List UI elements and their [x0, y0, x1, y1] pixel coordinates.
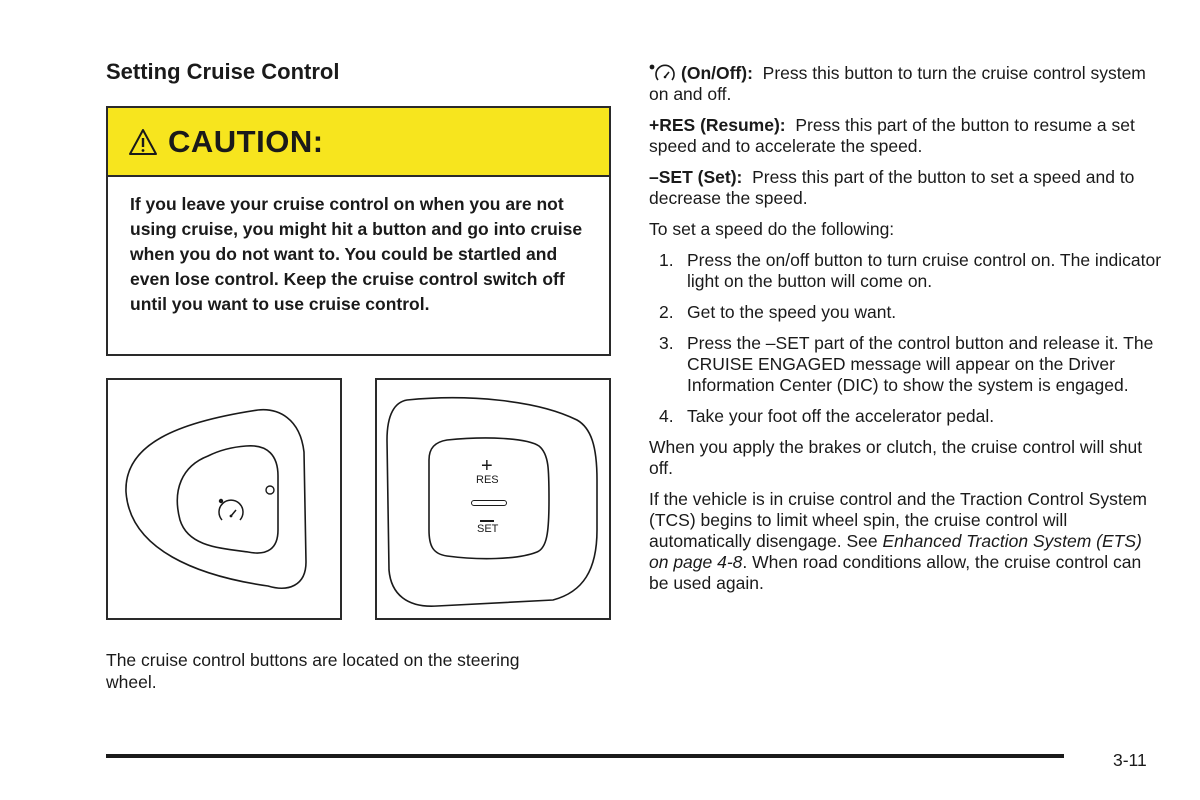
warning-triangle-icon: [128, 127, 158, 157]
set-para-label: –SET (Set):: [649, 167, 743, 187]
button-divider: [471, 500, 507, 506]
res-para-text: Press this part of the button to resume a set speed and to accelerate the speed.: [649, 115, 1135, 156]
cruise-speedometer-icon: [219, 499, 243, 520]
steps-intro: To set a speed do the following:: [649, 219, 895, 239]
res-label: RES: [476, 474, 499, 486]
set-minus-sign: [480, 520, 494, 522]
figure-caption: The cruise control buttons are located on the steering wheel.: [106, 650, 520, 692]
caution-title: CAUTION:: [168, 123, 324, 159]
list-item: 3. Press the –SET part of the control button and release it. The CRUISE ENGAGED message will appear on the Driver Information Center (DIC) to show the system is engaged.: [659, 333, 1154, 395]
list-item: 1. Press the on/off button to turn cruise control on. The indicator light on the button will come on.: [659, 250, 1162, 291]
list-item: 4. Take your foot off the accelerator pedal.: [659, 406, 995, 426]
caution-body: If you leave your cruise control on when you are not using cruise, you might hit a button and go into cruise when you do not want to. You could be startled and even lose control. Keep the cruise control switch off until you want to use cruise control.: [130, 194, 583, 314]
left-column: [106, 58, 611, 692]
brakes-paragraph: When you apply the brakes or clutch, the cruise control will shut off.: [649, 437, 1143, 478]
right-column: [649, 63, 1164, 604]
on-off-text: Press this button to turn the cruise control system on and off.: [649, 63, 1146, 104]
figure-on-off-button: [106, 378, 342, 620]
on-off-paragraph: [649, 63, 1164, 105]
set-label: SET: [477, 523, 499, 535]
caution-box: [106, 106, 611, 356]
res-paragraph: [649, 115, 1164, 157]
set-paragraph: [649, 167, 1164, 209]
res-para-label: +RES (Resume):: [649, 115, 786, 135]
on-off-label: (On/Off):: [681, 63, 753, 83]
figure-res-set-button: [375, 378, 611, 620]
page-reference-link[interactable]: Enhanced Traction System (ETS) on page 4-8: [649, 531, 1142, 572]
list-item: 2. Get to the speed you want.: [659, 302, 897, 322]
page-number: 3-11: [1113, 750, 1147, 770]
section-title: Setting Cruise Control: [106, 59, 340, 84]
res-plus-sign: +: [481, 455, 493, 477]
set-para-text: Press this part of the button to set a speed and to decrease the speed.: [649, 167, 1135, 208]
cruise-on-off-icon: [649, 63, 677, 83]
caution-header: [108, 108, 609, 177]
steps-list: [649, 250, 1164, 427]
tcs-paragraph: If the vehicle is in cruise control and the Traction Control System (TCS) begins to limit wheel spin, the cruise control will automatically disengage. See Enhanced Traction System (ETS) on page 4-8. When road conditions allow, the cruise control can be used again.: [649, 489, 1148, 593]
footer-rule: [106, 754, 1064, 758]
